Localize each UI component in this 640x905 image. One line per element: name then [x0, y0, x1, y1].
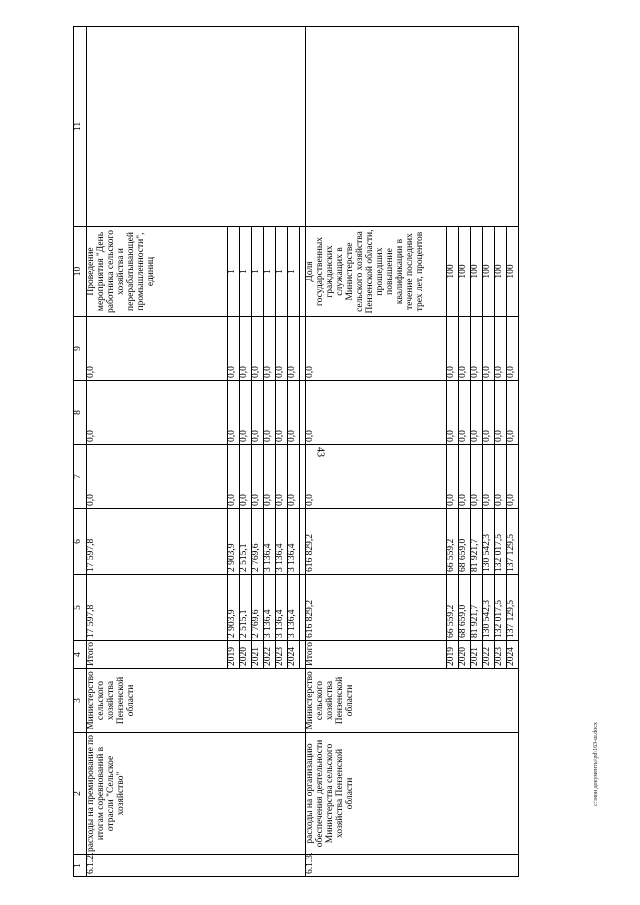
- empty-cell: [306, 27, 519, 227]
- total-c7: 0,0: [87, 445, 228, 509]
- value-c8: 0,0: [507, 381, 519, 445]
- value-c10: 100: [471, 227, 483, 317]
- value-c5: 68 659,0: [459, 575, 471, 641]
- indicator-text: Проведение мероприятия "День работника сельского хозяйства и перерабатывающей промышленности", единиц: [87, 227, 228, 317]
- value-c9: 0,0: [507, 317, 519, 381]
- year: 2021: [471, 641, 483, 669]
- value-c6: 2 515,1: [240, 509, 252, 575]
- header-cell: 1: [74, 855, 87, 877]
- value-c10: 1: [252, 227, 264, 317]
- value-c7: 0,0: [264, 445, 276, 509]
- value-c5: 3 136,4: [276, 575, 288, 641]
- value-c9: 0,0: [483, 317, 495, 381]
- value-c6: 2 903,9: [228, 509, 240, 575]
- header-cell: 3: [74, 669, 87, 733]
- value-c6: 3 136,4: [288, 509, 300, 575]
- row-executor: Министерство сельского хозяйства Пензенской области: [306, 669, 519, 733]
- value-c8: 0,0: [495, 381, 507, 445]
- value-c10: 1: [264, 227, 276, 317]
- value-c9: 0,0: [252, 317, 264, 381]
- value-c7: 0,0: [252, 445, 264, 509]
- value-c8: 0,0: [471, 381, 483, 445]
- value-c10: 100: [495, 227, 507, 317]
- header-cell: 9: [74, 317, 87, 381]
- value-c5: 130 542,3: [483, 575, 495, 641]
- header-cell: 5: [74, 575, 87, 641]
- footer-file-path: c:\мои документы\pd\163-ш.docx: [593, 722, 599, 806]
- header-row: [74, 27, 87, 877]
- value-c5: 3 136,4: [264, 575, 276, 641]
- value-c8: 0,0: [240, 381, 252, 445]
- value-c9: 0,0: [228, 317, 240, 381]
- total-c8: 0,0: [306, 381, 447, 445]
- value-c10: 100: [507, 227, 519, 317]
- value-c10: 1: [276, 227, 288, 317]
- table-row: [306, 27, 447, 877]
- value-c10: 100: [483, 227, 495, 317]
- value-c6: 137 129,5: [507, 509, 519, 575]
- value-c7: 0,0: [483, 445, 495, 509]
- year: 2023: [495, 641, 507, 669]
- value-c7: 0,0: [459, 445, 471, 509]
- header-cell: 8: [74, 381, 87, 445]
- header-cell: 10: [74, 227, 87, 317]
- value-c8: 0,0: [252, 381, 264, 445]
- value-c10: 100: [447, 227, 459, 317]
- value-c9: 0,0: [240, 317, 252, 381]
- value-c9: 0,0: [447, 317, 459, 381]
- total-label: Итого: [306, 641, 447, 669]
- header-cell: 7: [74, 445, 87, 509]
- year: 2020: [459, 641, 471, 669]
- budget-table: [73, 26, 519, 877]
- total-c6: 616 829,2: [306, 509, 447, 575]
- value-c8: 0,0: [288, 381, 300, 445]
- value-c5: 2 515,1: [240, 575, 252, 641]
- year: 2019: [228, 641, 240, 669]
- value-c5: 132 017,5: [495, 575, 507, 641]
- year: 2019: [447, 641, 459, 669]
- value-c7: 0,0: [495, 445, 507, 509]
- value-c8: 0,0: [459, 381, 471, 445]
- value-c7: 0,0: [507, 445, 519, 509]
- year: 2022: [483, 641, 495, 669]
- value-c8: 0,0: [276, 381, 288, 445]
- row-number: 6.1.3.: [306, 855, 519, 877]
- total-label: Итого: [87, 641, 228, 669]
- value-c9: 0,0: [495, 317, 507, 381]
- total-c5: 616 829,2: [306, 575, 447, 641]
- value-c6: 81 921,7: [471, 509, 483, 575]
- table-row: [87, 27, 228, 877]
- value-c9: 0,0: [459, 317, 471, 381]
- empty-cell: [87, 27, 306, 227]
- value-c6: 66 559,2: [447, 509, 459, 575]
- value-c7: 0,0: [288, 445, 300, 509]
- value-c9: 0,0: [471, 317, 483, 381]
- year: 2024: [507, 641, 519, 669]
- row-executor: Министерство сельского хозяйства Пензенской области: [87, 669, 306, 733]
- row-name: расходы на организацию обеспечения деятельности Министерства сельского хозяйства Пензенской области: [306, 733, 519, 855]
- year: 2020: [240, 641, 252, 669]
- header-cell: 6: [74, 509, 87, 575]
- value-c9: 0,0: [276, 317, 288, 381]
- value-c8: 0,0: [228, 381, 240, 445]
- value-c10: 1: [288, 227, 300, 317]
- value-c6: 2 769,6: [252, 509, 264, 575]
- value-c5: 81 921,7: [471, 575, 483, 641]
- header-cell: 11: [74, 27, 87, 227]
- value-c7: 0,0: [228, 445, 240, 509]
- value-c10: 1: [240, 227, 252, 317]
- value-c8: 0,0: [447, 381, 459, 445]
- row-number: 6.1.2.: [87, 855, 306, 877]
- value-c6: 68 659,0: [459, 509, 471, 575]
- year: 2022: [264, 641, 276, 669]
- value-c7: 0,0: [471, 445, 483, 509]
- value-c7: 0,0: [447, 445, 459, 509]
- header-cell: 2: [74, 733, 87, 855]
- value-c8: 0,0: [483, 381, 495, 445]
- value-c10: 1: [228, 227, 240, 317]
- value-c7: 0,0: [276, 445, 288, 509]
- total-c6: 17 597,8: [87, 509, 228, 575]
- value-c5: 137 129,5: [507, 575, 519, 641]
- value-c8: 0,0: [264, 381, 276, 445]
- value-c9: 0,0: [288, 317, 300, 381]
- total-c7: 0,0: [306, 445, 447, 509]
- rotated-table-container: [73, 27, 567, 877]
- year: 2021: [252, 641, 264, 669]
- value-c6: 3 136,4: [264, 509, 276, 575]
- value-c6: 3 136,4: [276, 509, 288, 575]
- indicator-text: Доля государственных гражданских служащих в Министерстве сельского хозяйства Пензенской области, прошедших повышение квалификации в течение последних трех лет, процентов: [306, 227, 447, 317]
- value-c5: 2 769,6: [252, 575, 264, 641]
- total-c5: 17 597,8: [87, 575, 228, 641]
- value-c7: 0,0: [240, 445, 252, 509]
- value-c5: 3 136,4: [288, 575, 300, 641]
- total-c9: 0,0: [306, 317, 447, 381]
- year: 2024: [288, 641, 300, 669]
- value-c5: 66 559,2: [447, 575, 459, 641]
- value-c10: 100: [459, 227, 471, 317]
- total-c8: 0,0: [87, 381, 228, 445]
- row-name: расходы на премирование по итогам соревнований в отрасли "Сельское хозяйство": [87, 733, 306, 855]
- value-c5: 2 903,9: [228, 575, 240, 641]
- header-cell: 4: [74, 641, 87, 669]
- value-c6: 130 542,3: [483, 509, 495, 575]
- total-c9: 0,0: [87, 317, 228, 381]
- value-c9: 0,0: [264, 317, 276, 381]
- value-c6: 132 017,5: [495, 509, 507, 575]
- page-number: 43: [314, 447, 326, 457]
- year: 2023: [276, 641, 288, 669]
